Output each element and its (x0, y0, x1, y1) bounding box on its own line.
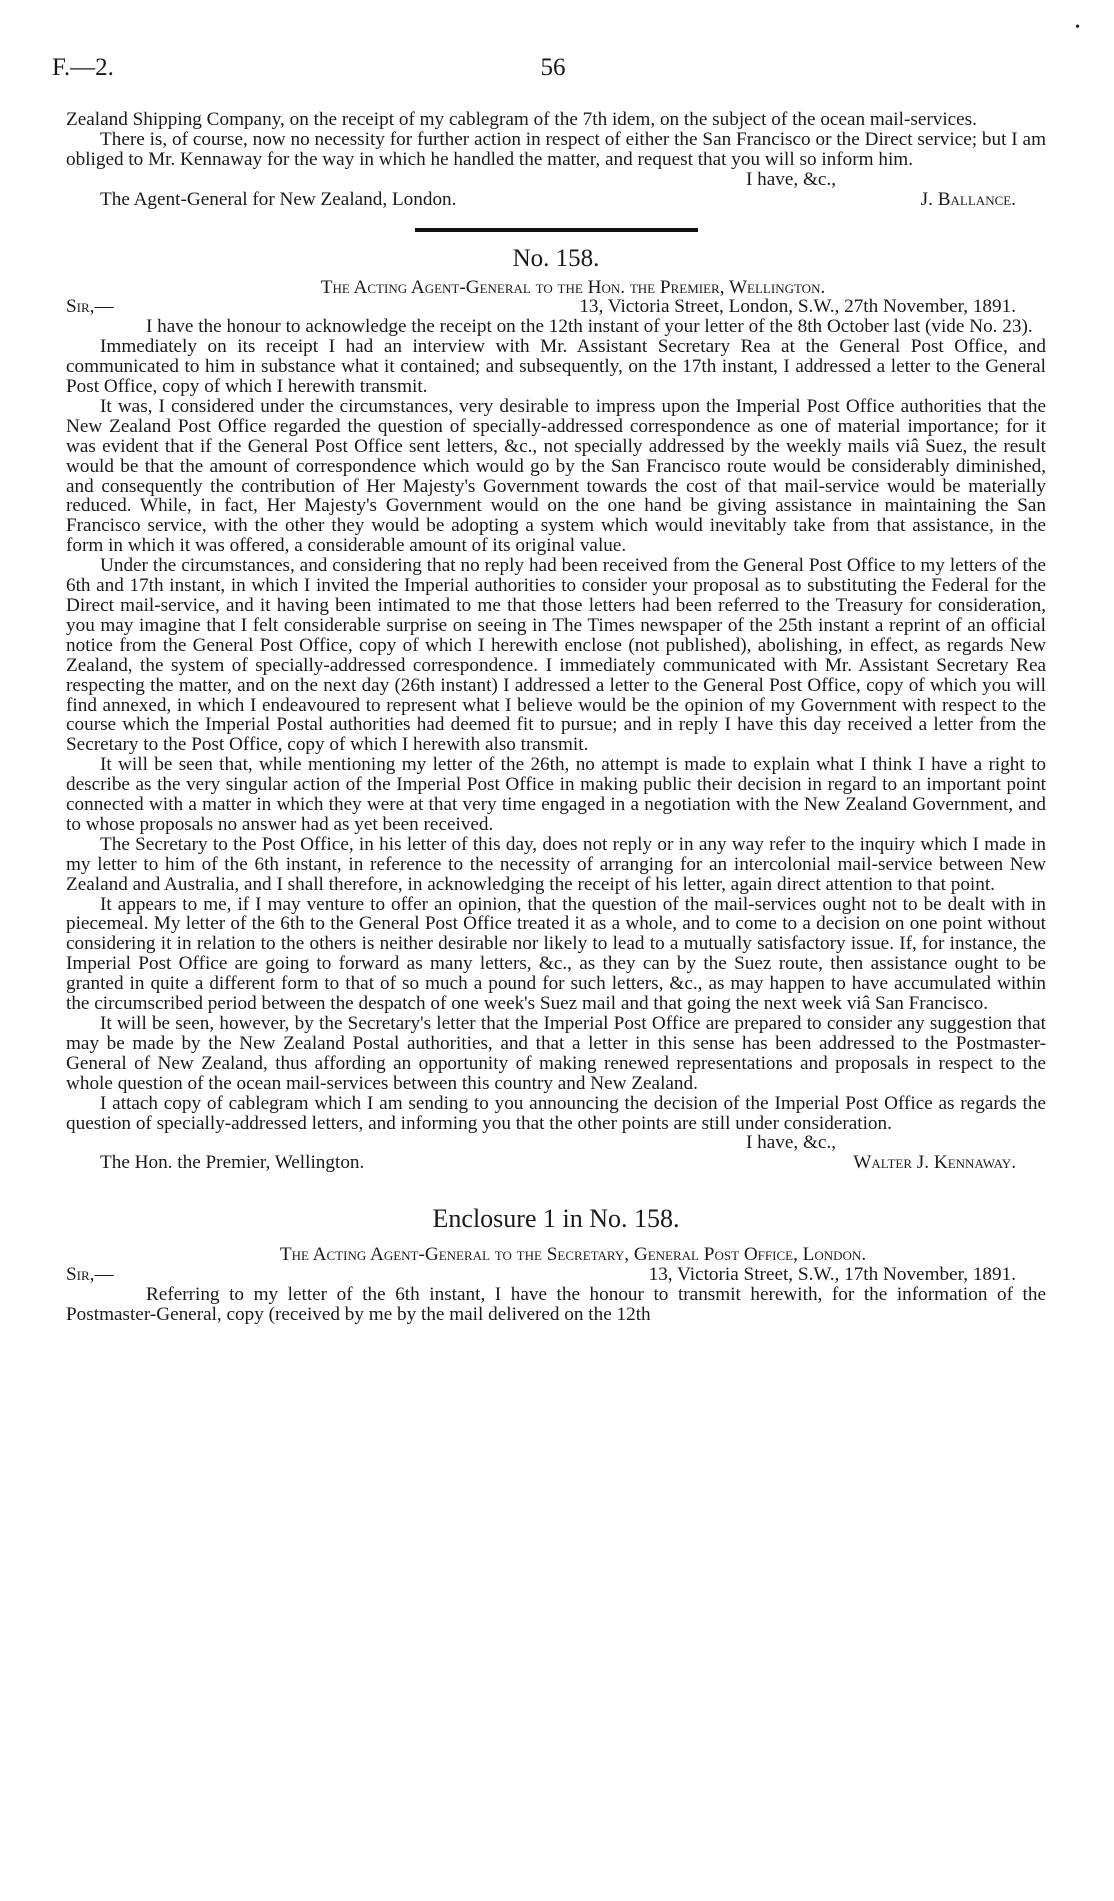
closing-text: I have, &c., (746, 1132, 837, 1154)
signature-line-1 (66, 190, 1046, 210)
letter-paragraph: It appears to me, if I may venture to offer an opinion, that the question of the mail-services ought not to be dealt with in piecemeal. My letter of the 6th to the General Post Office treated it as a whole, and to come to a decision on one point without considering it in relation to the others is neither desirable nor likely to lead to a mutually satisfactory issue. If, for instance, the Imperial Post Office are going to forward as many letters, &c., as they can by the Suez route, then assistance ought to be granted in quite a different form to that of so much a pound for such letters, &c., as may happen to have accumulated within the circumscribed period between the despatch of one week's Suez mail and that going the next week viâ San Francisco. (66, 893, 1046, 1015)
letter-paragraph: I attach copy of cablegram which I am sending to you announcing the decision of the Imperial Post Office as regards the question of specially-addressed letters, and informing you that the other points are still under consideration. (66, 1092, 1046, 1134)
document-reference: F.—2. (52, 54, 114, 81)
paragraph-no-necessity: There is, of course, now no necessity for further action in respect of either the San Francisco or the Direct service; but I am obliged to Mr. Kennaway for the way in which he handled the matter, and request that you will so inform him. (66, 128, 1046, 170)
section-divider (415, 228, 698, 232)
salutation: Sir,— (66, 296, 114, 318)
salutation-line (66, 297, 1046, 317)
letter-from-to: The Acting Agent-General to the Hon. the Premier, Wellington. (320, 276, 826, 298)
letter-paragraph: It was, I considered under the circumstances, very desirable to impress upon the Imperial Post Office authorities that the New Zealand Post Office regarded the question of specially-addressed correspondence as one of material importance; for it was evident that if the General Post Office sent letters, &c., not specially addressed by the weekly mails viâ Suez, the result would be that the amount of correspondence which would go by the San Francisco route would be considerably diminished, and consequently the contribution of Her Majesty's Government towards the cost of that mail-service would be materially reduced. While, in fact, Her Majesty's Government would on the one hand be giving assistance in maintaining the San Francisco service, with the other they would be adopting a system which would inevitably take from that assistance, in the form in which it was offered, a considerable amount of its original value. (66, 395, 1046, 557)
page-header (52, 20, 1080, 88)
addressee: The Hon. the Premier, Wellington. (100, 1152, 365, 1174)
enclosure-heading: Enclosure 1 in No. 158. (432, 1204, 680, 1234)
addressee: The Agent-General for New Zealand, London. (100, 188, 457, 210)
paragraph-continuation: Zealand Shipping Company, on the receipt of my cablegram of the 7th idem, on the subject of the ocean mail-services. (66, 109, 977, 130)
address-date: 13, Victoria Street, London, S.W., 27th November, 1891. (579, 296, 1016, 318)
closing-line-1 (66, 170, 1046, 190)
signatory: J. Ballance. (920, 188, 1016, 210)
closing-text: I have, &c., (746, 168, 837, 190)
letter-paragraph: The Secretary to the Post Office, in his letter of this day, does not reply or in any way refer to the inquiry which I made in my letter to him of the 6th instant, in reference to the necessity of arranging for an intercolonial mail-service between New Zealand and Australia, and I shall therefore, in acknowledging the receipt of his letter, again direct attention to that point. (66, 833, 1046, 895)
letter-paragraph: Under the circumstances, and considering that no reply had been received from the General Post Office to my letters of the 6th and 17th instant, in which I invited the Imperial authorities to consider your proposal as to substituting the Federal for the Direct mail-service, and it having been intimated to me that those letters had been referred to the Treasury for consideration, you may imagine that I felt considerable surprise on seeing in The Times newspaper of the 25th instant a reprint of an official notice from the General Post Office, copy of which I herewith enclose (not published), abolishing, in effect, as regards New Zealand, the system of specially-addressed correspondence. I immediately communicated with Mr. Assistant Secretary Rea respecting the matter, and on the next day (26th instant) I addressed a letter to the General Post Office, copy of which you will find annexed, in which I endeavoured to represent what I believe would be the opinion of my Government with respect to the course which the Imperial Postal authorities had deemed fit to pursue; and in reply I have this day received a letter from the Secretary to the Post Office, copy of which I herewith also transmit. (66, 555, 1046, 756)
page-number: 56 (540, 54, 566, 81)
letter-paragraph: Immediately on its receipt I had an interview with Mr. Assistant Secretary Rea at the General Post Office, and communicated to him in substance what it contained; and subsequently, on the 17th instant, I addressed a letter to the General Post Office, copy of which I herewith transmit. (66, 336, 1046, 398)
letter-paragraph: I have the honour to acknowledge the receipt on the 12th instant of your letter of the 8th October last (vide No. 23). (146, 316, 1033, 338)
signatory: Walter J. Kennaway. (853, 1152, 1016, 1174)
enclosure-from-to: The Acting Agent-General to the Secretary, General Post Office, London. (279, 1244, 867, 1266)
enclosure-paragraph: Referring to my letter of the 6th instant, I have the honour to transmit herewith, for the information of the Postmaster-General, copy (received by me by the mail delivered on the 12th (66, 1284, 1046, 1325)
salutation: Sir,— (66, 1264, 114, 1286)
enclosure-salutation-line (66, 1265, 1046, 1285)
letter-paragraph: It will be seen that, while mentioning my letter of the 26th, no attempt is made to explain what I think I have a right to describe as the very singular action of the Imperial Post Office in making public their decision in regard to an important point connected with a matter in which they were at that very time engaged in a negotiation with the New Zealand Government, and to whose proposals no answer had as yet been received. (66, 754, 1046, 835)
closing-line-2 (66, 1133, 1046, 1153)
signature-line-2 (66, 1153, 1046, 1173)
document-body (66, 110, 1046, 1325)
address-date: 13, Victoria Street, S.W., 17th November, 1891. (648, 1264, 1016, 1286)
letter-number-heading: No. 158. (512, 244, 600, 272)
margin-dot: • (1075, 20, 1080, 35)
letter-paragraph: It will be seen, however, by the Secretary's letter that the Imperial Post Office are prepared to consider any suggestion that may be made by the New Zealand Postal authorities, and that a letter in this sense has been addressed to the Postmaster-General of New Zealand, thus affording an opportunity of making renewed representations and proposals in respect to the whole question of the ocean mail-services between this country and New Zealand. (66, 1013, 1046, 1094)
